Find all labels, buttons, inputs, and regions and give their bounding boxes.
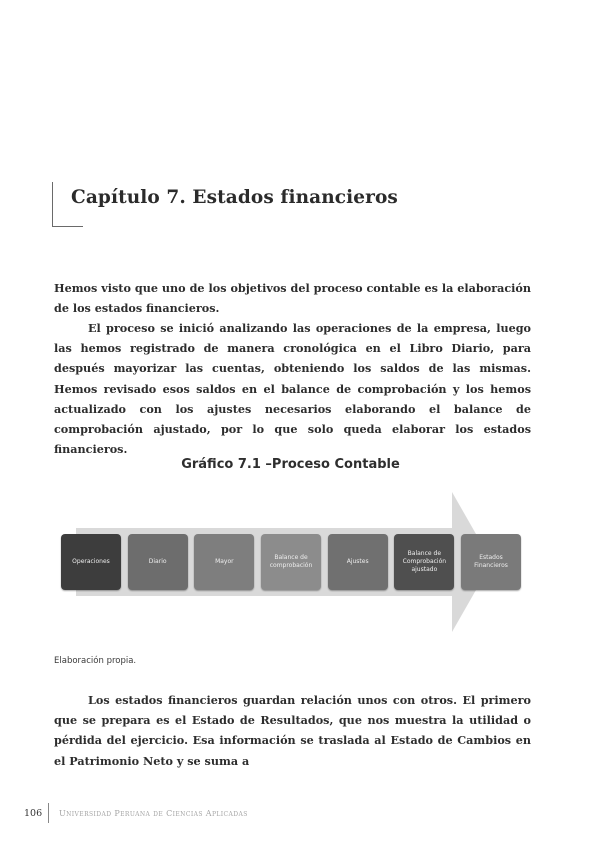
step-diario: Diario [128,534,188,590]
footer-university: Universidad Peruana de Ciencias Aplicadas [59,809,248,818]
chapter-title: Capítulo 7. Estados financieros [71,187,398,208]
paragraph-statements: Los estados financieros guardan relación unos con otros. El primero que se prepara es el Estado de Resultados, que nos muestra la utilidad o pérdida del ejercicio. Esa información se traslada al Estado de Cambios en el Patrimonio Neto y se suma a [54,693,531,768]
process-steps [61,534,521,590]
step-balance-comprobacion: Balance de comprobación [261,534,321,590]
paragraph-intro: Hemos visto que uno de los objetivos del proceso contable es la elaboración de los estados financieros. [54,281,531,316]
step-ajustes: Ajustes [328,534,388,590]
step-operaciones: Operaciones [61,534,121,590]
step-estados-financieros: Estados Financieros [461,534,521,590]
paragraph-process: El proceso se inició analizando las operaciones de la empresa, luego las hemos registrado de manera cronológica en el Libro Diario, para después mayorizar las cuentas, obteniendo los saldos de las mismas. Hemos revisado esos saldos en el balance de comprobación y los hemos actualizado con los ajustes necesarios elaborando el balance de comprobación ajustado, por lo que solo queda elaborar los estados financieros. [54,321,531,457]
step-mayor: Mayor [194,534,254,590]
footer-divider [48,803,49,823]
page-number: 106 [24,808,43,819]
figure-source: Elaboración propia. [54,656,137,666]
step-balance-ajustado: Balance de Comprobación ajustado [394,534,454,590]
figure-title: Gráfico 7.1 –Proceso Contable [181,457,400,472]
process-diagram [50,490,550,635]
